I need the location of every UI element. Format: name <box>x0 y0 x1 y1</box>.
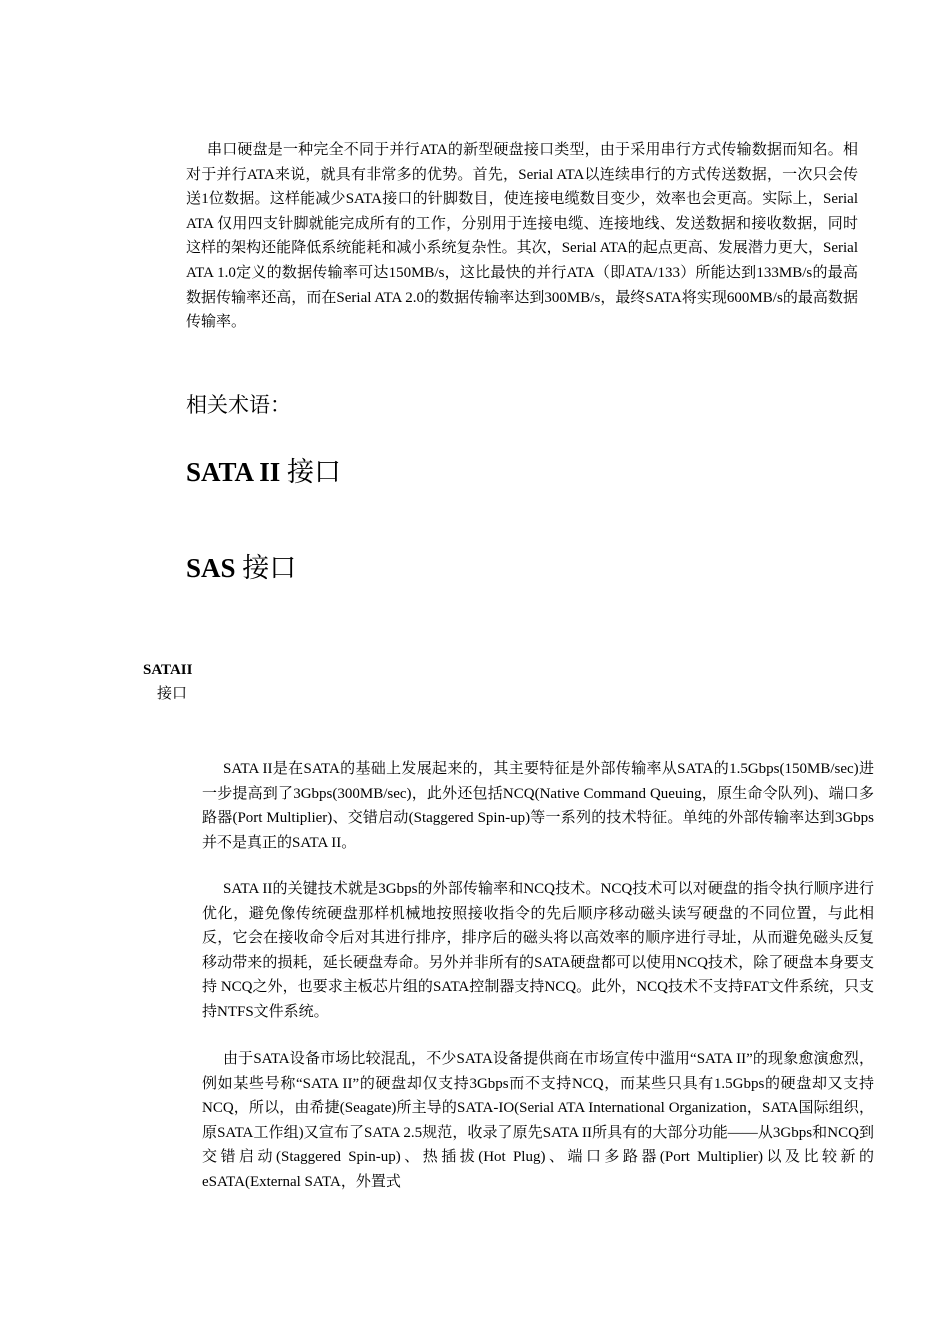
related-term-sas[interactable] <box>186 550 296 586</box>
section-paragraph-2: SATA II的关键技术就是3Gbps的外部传输率和NCQ技术。NCQ技术可以对硬盘的指令执行顺序进行优化，避免像传统硬盘那样机械地按照接收指令的先后顺序移动磁头读写硬盘的不同位置，与此相反，它会在接收命令后对其进行排序，排序后的磁头将以高效率的顺序进行寻址，从而避免磁头反复移动带来的损耗，延长硬盘寿命。另外并非所有的SATA硬盘都可以使用NCQ技术，除了硬盘本身要支持 NCQ之外，也要求主板芯片组的SATA控制器支持NCQ。此外，NCQ技术不支持FAT文件系统，只支持NTFS文件系统。 <box>202 881 874 1020</box>
related-term-sata-ii-bold: SATA II <box>186 457 281 487</box>
section-subtitle: 接口 <box>157 686 188 702</box>
related-term-sata-ii-suffix: 接口 <box>280 457 342 487</box>
related-term-sas-bold: SAS <box>186 553 236 583</box>
section-paragraph-1: SATA II是在SATA的基础上发展起来的，其主要特征是外部传输率从SATA的1.5Gbps(150MB/sec)进一步提高到了3Gbps(300MB/sec)，此外还包括NCQ(Native Command Queuing，原生命令队列)、端口多路器(Port Multiplier)、交错启动(Staggered Spin-up)等一系列的技术特征。单纯的外部传输率达到3Gbps并不是真正的SATA II。 <box>202 761 874 851</box>
related-term-sas-suffix: 接口 <box>235 553 297 583</box>
section-title: SATAII <box>143 662 193 678</box>
intro-paragraph: 串口硬盘是一种完全不同于并行ATA的新型硬盘接口类型，由于采用串行方式传输数据而知名。相对于并行ATA来说，就具有非常多的优势。首先，Serial ATA以连续串行的方式传送数据，一次只会传送1位数据。这样能减少SATA接口的针脚数目，使连接电缆数目变少，效率也会更高。实际上，Serial ATA 仅用四支针脚就能完成所有的工作，分别用于连接电缆、连接地线、发送数据和接收数据，同时这样的架构还能降低系统能耗和减小系统复杂性。其次，Serial ATA的起点更高、发展潜力更大，Serial ATA 1.0定义的数据传输率可达150MB/s，这比最快的并行ATA（即ATA/133）所能达到133MB/s的最高数据传输率还高，而在Serial ATA 2.0的数据传输率达到300MB/s，最终SATA将实现600MB/s的最高数据传输率。 <box>186 142 858 331</box>
related-term-sata-ii[interactable] <box>186 454 341 490</box>
related-terms-heading: 相关术语： <box>186 393 291 417</box>
section-paragraph-3: 由于SATA设备市场比较混乱，不少SATA设备提供商在市场宣传中滥用“SATA II”的现象愈演愈烈，例如某些号称“SATA II”的硬盘却仅支持3Gbps而不支持NCQ，而某些只具有1.5Gbps的硬盘却又支持NCQ，所以，由希捷(Seagate)所主导的SATA-IO(Serial ATA International Organization，SATA国际组织，原SATA工作组)又宣布了SATA 2.5规范，收录了原先SATA II所具有的大部分功能——从3Gbps和NCQ到交错启动(Staggered Spin-up)、热插拔(Hot Plug)、端口多路器(Port Multiplier)以及比较新的eSATA(External SATA，外置式 <box>202 1051 874 1190</box>
